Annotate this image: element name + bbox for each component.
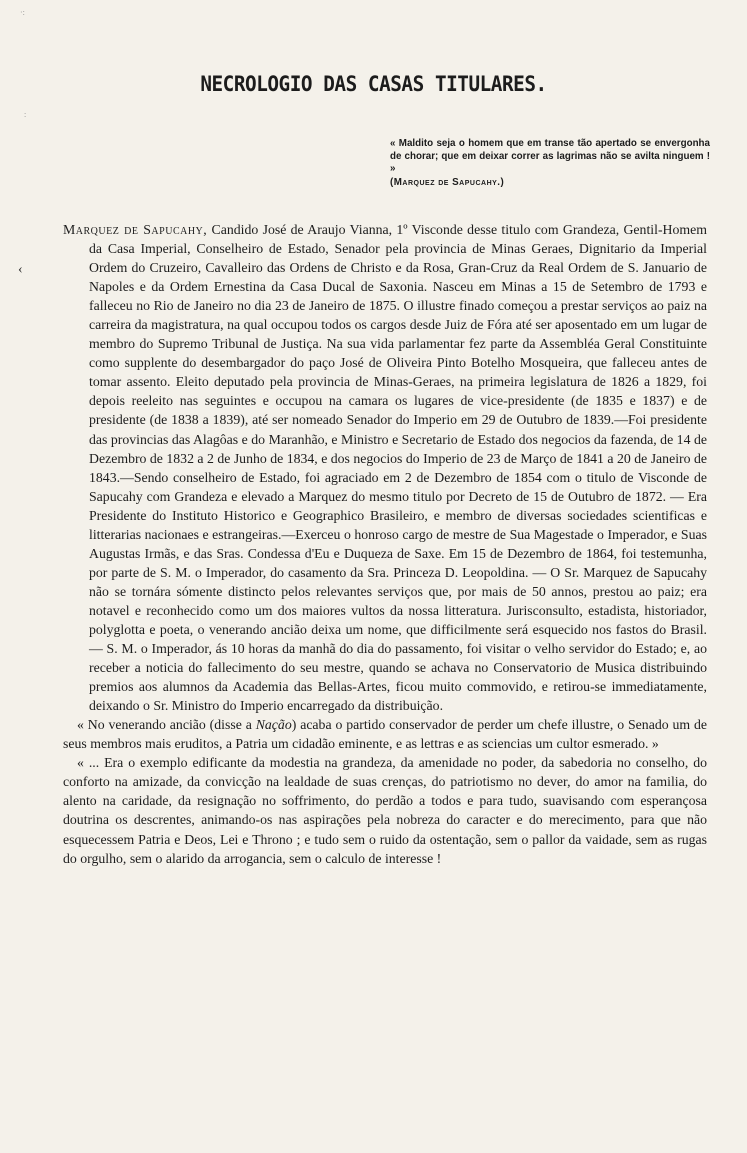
- margin-mark: ‹: [18, 262, 23, 277]
- epigraph-attribution: (Marquez de Sapucahy.): [390, 176, 505, 188]
- quote-text: ) acaba o partido conservador de perder um chefe illustre, o Senado um de seus membros mais eruditos, a Patria um cidadão eminente, e as lettras e as sciencias um cultor esmerado. »: [63, 717, 707, 752]
- page-title: NECROLOGIO DAS CASAS TITULARES.: [200, 72, 547, 97]
- page-speck: :: [24, 110, 27, 119]
- paragraph-text: Candido José de Araujo Vianna, 1º Visconde desse titulo com Grandeza, Gentil-Homem da Casa Imperial, Conselheiro de Estado, Senador pela provincia de Minas Geraes, Dignitario da Imperial Ordem do Cruzeiro, Cavalleiro das Ordens de Christo e da Rosa, Gran-Cruz da Real Ordem de S. Januario de Napoles e da Ordem Ernestina da Casa Ducal de Saxonia. Nasceu em Minas a 15 de Setembro de 1793 e falleceu no Rio de Janeiro no dia 23 de Janeiro de 1875. O illustre finado começou a prestar serviços ao paiz na carreira da magistratura, na qual occupou todos os cargos desde Juiz de Fóra até ser aposentado em um lugar de membro do Supremo Tribunal de Justiça. Na sua vida parlamentar fez parte da Assembléa Geral Constituinte como supplente do desembargador do paço José de Oliveira Pinto Botelho Mosqueira, que falleceu antes de tomar assento. Eleito deputado pela provincia de Minas-Geraes, na primeira legislatura de 1826 a 1829, foi depois reeleito nas seguintes e occupou na camara os lugares de vice-presidente (de 1835 e 1837) e de presidente (de 1838 a 1839), até ser nomeado Senador do Imperio em 29 de Outubro de 1839.—Foi presidente das provincias das Alagôas e do Maranhão, e Ministro e Secretario de Estado dos negocios da fazenda, de 14 de Dezembro de 1832 a 2 de Junho de 1834, e dos negocios do Imperio de 23 de Março de 1841 a 20 de Janeiro de 1843.—Sendo conselheiro de Estado, foi agraciado em 2 de Dezembro de 1854 com o titulo de Visconde de Sapucahy com Grandeza e elevado a Marquez do mesmo titulo por Decreto de 15 de Outubro de 1872. — Era Presidente do Instituto Historico e Geographico Brasileiro, e membro de diversas sociedades scientificas e litterarias nacionaes e estrangeiras.—Exerceu o honroso cargo de mestre de Sua Magestade o Imperador, e Suas Augustas Irmãs, e das Sras. Condessa d'Eu e Duqueza de Saxe. Em 15 de Dezembro de 1864, foi testemunha, por parte de S. M. o Imperador, do casamento da Sra. Princeza D. Leopoldina. — O Sr. Marquez de Sapucahy não se tornára sómente distincto pelos relevantes serviços que, por mais de 50 annos, prestou ao paiz; era notavel e reconhecido como um dos maiores vultos da nossa litteratura. Jurisconsulto, estadista, historiador, polyglotta e poeta, o venerando ancião deixa um nome, que difficilmente será esquecido nos fastos do Brasil. — S. M. o Imperador, ás 10 horas da manhã do dia do passamento, foi visitar o velho servidor do Estado; e, ao receber a noticia do fallecimento do seu mestre, quando se achava no Conservatorio de Musica distribuindo premios aos alumnos da Academia das Bellas-Artes, ficou muito commovido, e retirou-se immediatamente, deixando o Sr. Ministro do Imperio encarregado da distribuição.: [89, 222, 708, 714]
- lead-name: Marquez de Sapucahy,: [63, 222, 208, 237]
- article-paragraph: [63, 715, 707, 753]
- epigraph-quote: « Maldito seja o homem que em transe tão apertado se envergonha de chorar; que em deixar correr as lagrimas não se avilta ninguem ! »: [390, 138, 710, 175]
- quote-source: Nação: [255, 717, 292, 733]
- article-body: [63, 220, 707, 868]
- article-paragraph: « ... Era o exemplo edificante da modestia na grandeza, da amenidade no poder, da sabedoria no conselho, do conforto na amizade, da convicção na lealdade de suas crenças, do patriotismo no dever, do amor na familia, do alento na caridade, da resignação no soffrimento, do perdão a todos e para tudo, suavisando com esperançosa doutrina os descrentes, animando-os nas aspirações pela nobreza do caracter e do merecimento, para que não esquecessem Patria e Deos, Lei e Throno ; e tudo sem o ruido da ostentação, sem o pallor da vaidade, sem as rugas do orgulho, sem o alarido da arrogancia, sem o calculo de interesse !: [63, 755, 707, 866]
- quote-intro: « No venerando ancião (disse a: [77, 717, 256, 733]
- epigraph: [390, 138, 710, 189]
- page-speck: ·:: [20, 8, 25, 17]
- article-paragraph: [63, 220, 707, 715]
